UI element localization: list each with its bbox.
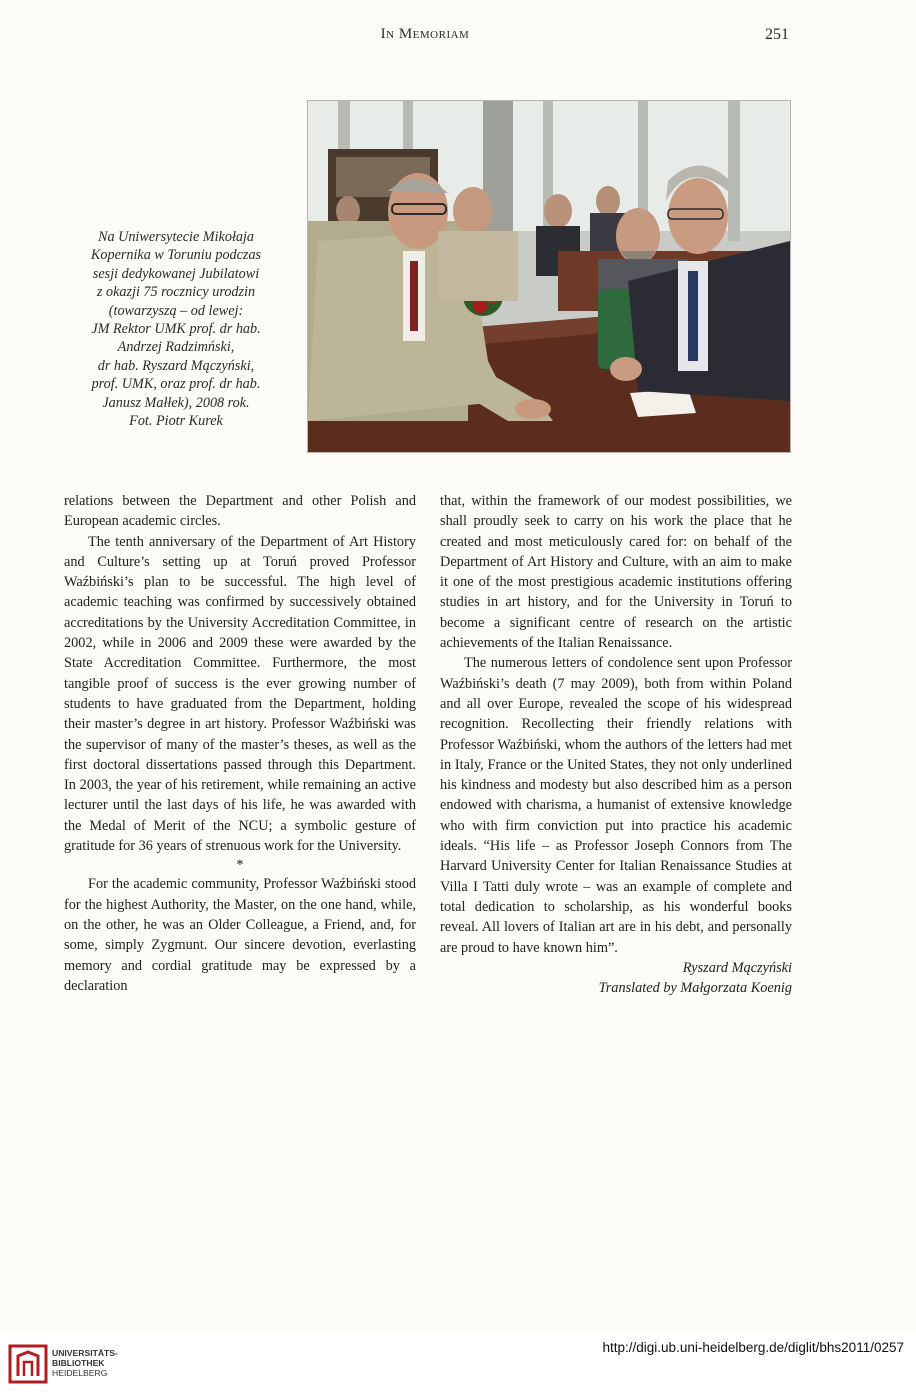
paragraph: For the academic community, Professor Waźbiński stood for the highest Authority, the Master, on the one hand, while, on the other, he was an Older Colleague, a Friend, and, for some, simply Zygmunt. Our sincere devotion, everlasting memory and cordial gratitude may be expressed by a declaration	[64, 876, 416, 994]
caption-line: sesji dedykowanej Jubilatowi	[92, 265, 260, 282]
caption-line: prof. UMK, oraz prof. dr hab.	[91, 376, 261, 393]
conference-photo	[307, 100, 791, 453]
caption-line: (towarzyszą – od lewej:	[108, 302, 244, 319]
source-url-link[interactable]: http://digi.ub.uni-heidelberg.de/diglit/bhs2011/0257	[602, 1340, 904, 1355]
caption-line: Janusz Małłek), 2008 rok.	[102, 394, 250, 411]
running-title: In Memoriam	[380, 26, 470, 42]
caption-line: z okazji 75 rocznicy urodzin	[96, 284, 256, 301]
paragraph: that, within the framework of our modest possibilities, we shall proudly seek to carry on his work the place that he created and most meticulously cared for: on behalf of the Department of Art History and Culture, with an aim to make it one of the most prestigious academic institutions offering studies in art history, and for the University in Toruń to become a significant centre of research on the artistic achievements of the Italian Renaissance.	[440, 493, 792, 652]
library-name	[52, 1348, 118, 1378]
caption-line: Fot. Piotr Kurek	[129, 413, 223, 430]
author-signature: Ryszard Mączyński	[682, 959, 792, 976]
library-logo-icon	[8, 1344, 48, 1384]
page-number: 251	[765, 26, 789, 43]
translator-credit: Translated by Małgorzata Koenig	[598, 980, 792, 997]
paragraph: The tenth anniversary of the Department of Art History and Culture’s setting up at Toruń proved Professor Waźbiński’s plan to be successful. The high level of academic teaching was confirmed by successively obtained accreditations by the University Accreditation Committee, in 2002, while in 2006 and 2009 these were awarded by the State Accreditation Committee. Furthermore, the most tangible proof of success is the ever growing number of students to have graduated from the Department, holding their master’s degree in art history. Professor Waźbiński was the supervisor of many of the master’s theses, as well as the first doctoral dissertations passed through this Department. In 2003, the year of his retirement, while remaining an active lecturer until the last days of his life, he was awarded with the Medal of Merit of the NCU; a symbolic gesture of gratitude for 36 years of strenuous work for the University.	[64, 533, 416, 855]
caption-line: Andrzej Radzimński,	[117, 339, 235, 356]
paragraph: relations between the Department and other Polish and European academic circles.	[64, 493, 416, 530]
library-line: BIBLIOTHEK	[52, 1358, 105, 1368]
running-head	[0, 26, 916, 48]
caption-line: Na Uniwersytecie Mikołaja	[97, 229, 255, 245]
library-line: UNIVERSITÄTS-	[52, 1348, 118, 1358]
viewer-footer	[0, 1330, 916, 1396]
library-line: HEIDELBERG	[52, 1368, 108, 1378]
caption-line: dr hab. Ryszard Mączyński,	[97, 357, 255, 374]
right-column	[440, 491, 792, 998]
caption-line: Kopernika w Toruniu podczas	[90, 247, 262, 264]
photo-caption	[58, 228, 294, 430]
caption-line: JM Rektor UMK prof. dr hab.	[91, 321, 261, 338]
section-separator: *	[236, 857, 244, 874]
paragraph: The numerous letters of condolence sent upon Professor Waźbiński’s death (7 may 2009), both from within Poland and all over Europe, revealed the scope of his widespread recognition. Recollecting their friendly relations with Professor Waźbiński, whom the authors of the letters had met in Italy, France or the United States, they not only underlined his kindness and modesty but also described him as a person endowed with charisma, a humanist of extensive knowledge who with firm conviction put into practice his academic ideals. “His life – as Professor Joseph Connors from The Harvard University Center for Italian Renaissance Studies at Villa I Tatti duly wrote – was an example of complete and total dedication to scholarship, as his wonderful books reveal. All lovers of Italian art are in his debt, and personally are proud to have known him”.	[440, 655, 792, 956]
left-column	[64, 491, 416, 996]
